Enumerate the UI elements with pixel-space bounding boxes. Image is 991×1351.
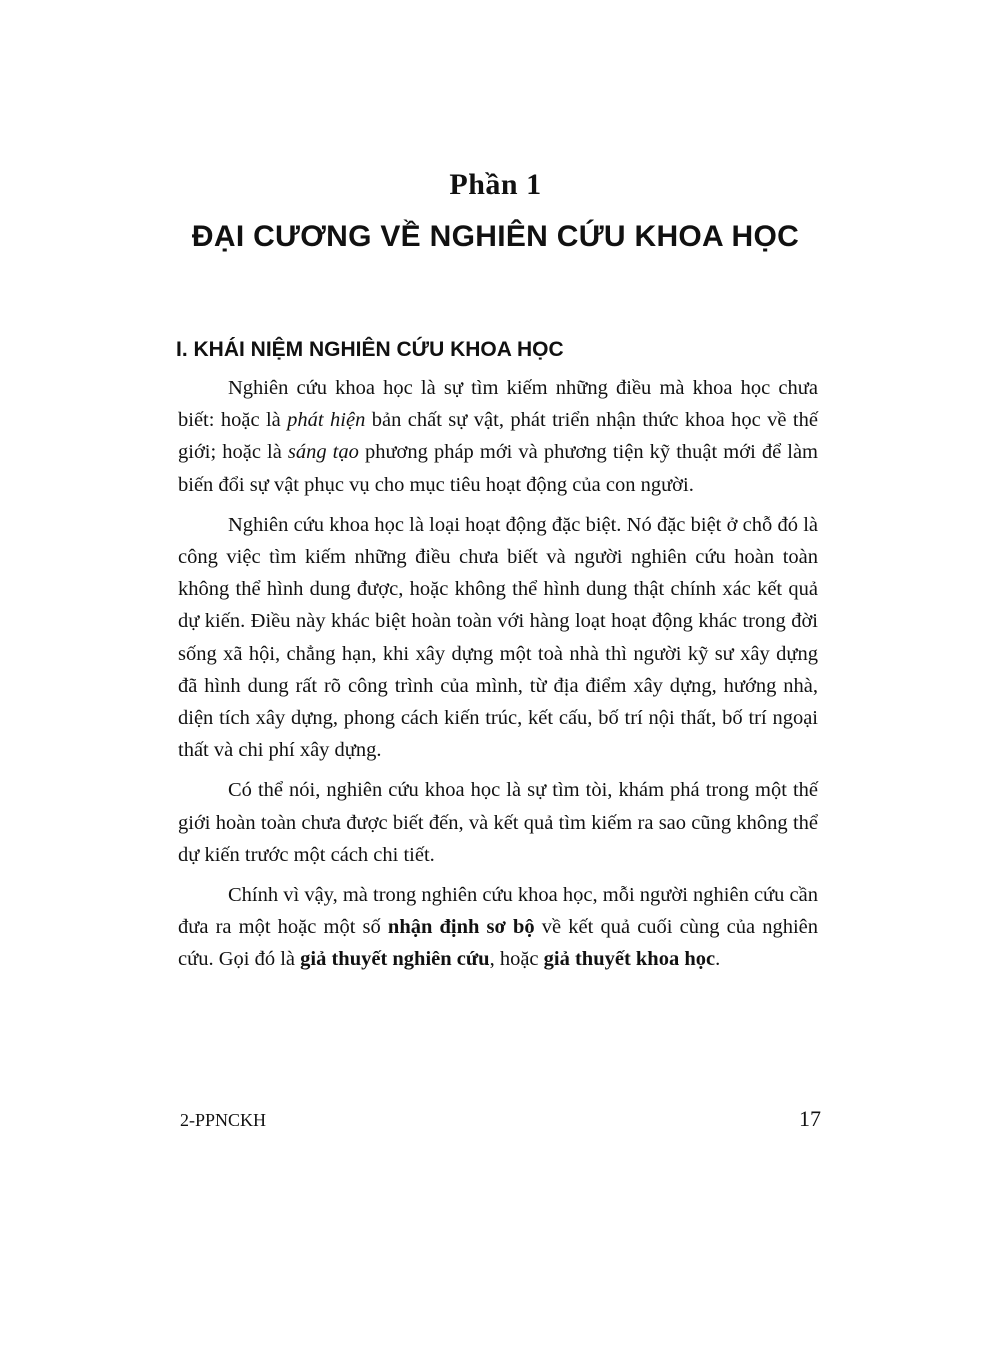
paragraph-4-text-a: Chính vì vậy, mà trong nghiên cứu khoa học, mỗi người nghiên cứu cần đưa ra một hoặc một số (178, 884, 818, 939)
footer-code: 2-PPNCKH (180, 1110, 267, 1130)
paragraph-4 (178, 879, 818, 976)
page-number: 17 (799, 1106, 821, 1131)
bold-gia-thuyet-khoa-hoc: giả thuyết khoa học (543, 948, 716, 971)
paragraph-1-text-a: Nghiên cứu khoa học là sự tìm kiếm những điều mà khoa học chưa biết: hoặc là (178, 377, 818, 432)
bold-gia-thuyet-nghien-cuu: giả thuyết nghiên cứu (300, 948, 490, 971)
paragraph-4-text-d: . (715, 948, 721, 971)
part-title: ĐẠI CƯƠNG VỀ NGHIÊN CỨU KHOA HỌC (191, 220, 800, 253)
part-label: Phần 1 (449, 168, 542, 201)
emphasis-phat-hien: phát hiện (287, 409, 366, 432)
section-heading: I. KHÁI NIỆM NGHIÊN CỨU KHOA HỌC (176, 338, 564, 361)
body-text (178, 372, 818, 984)
paragraph-2: Nghiên cứu khoa học là loại hoạt động đặc biệt. Nó đặc biệt ở chỗ đó là công việc tìm kiếm những điều chưa biết và người nghiên cứu hoàn toàn không thể hình dung được, hoặc không thể hình dung thật chính xác kết quả dự kiến. Điều này khác biệt hoàn toàn với hàng loạt hoạt động khác trong đời sống xã hội, chẳng hạn, khi xây dựng một toà nhà thì người kỹ sư xây dựng đã hình dung rất rõ công trình của mình, từ địa điểm xây dựng, hướng nhà, diện tích xây dựng, phong cách kiến trúc, kết cấu, bố trí nội thất, bố trí ngoại thất và chi phí xây dựng. (178, 513, 818, 762)
paragraph-1-text-c: phương pháp mới và phương tiện kỹ thuật mới để làm biến đổi sự vật phục vụ cho mục tiêu hoạt động của con người. (178, 441, 818, 496)
paragraph-1 (178, 372, 818, 501)
bold-nhan-dinh-so-bo: nhận định sơ bộ (387, 916, 535, 939)
paragraph-3: Có thể nói, nghiên cứu khoa học là sự tìm tòi, khám phá trong một thế giới hoàn toàn chưa được biết đến, và kết quả tìm kiếm ra sao cũng không thể dự kiến trước một cách chi tiết. (178, 779, 818, 866)
emphasis-sang-tao: sáng tạo (287, 441, 359, 464)
paragraph-4-text-b: về kết quả cuối cùng của nghiên cứu. Gọi đó là (178, 916, 818, 971)
paragraph-1-text-b: bản chất sự vật, phát triển nhận thức khoa học về thế giới; hoặc là (178, 409, 818, 464)
paragraph-4-text-c: , hoặc (489, 948, 544, 971)
